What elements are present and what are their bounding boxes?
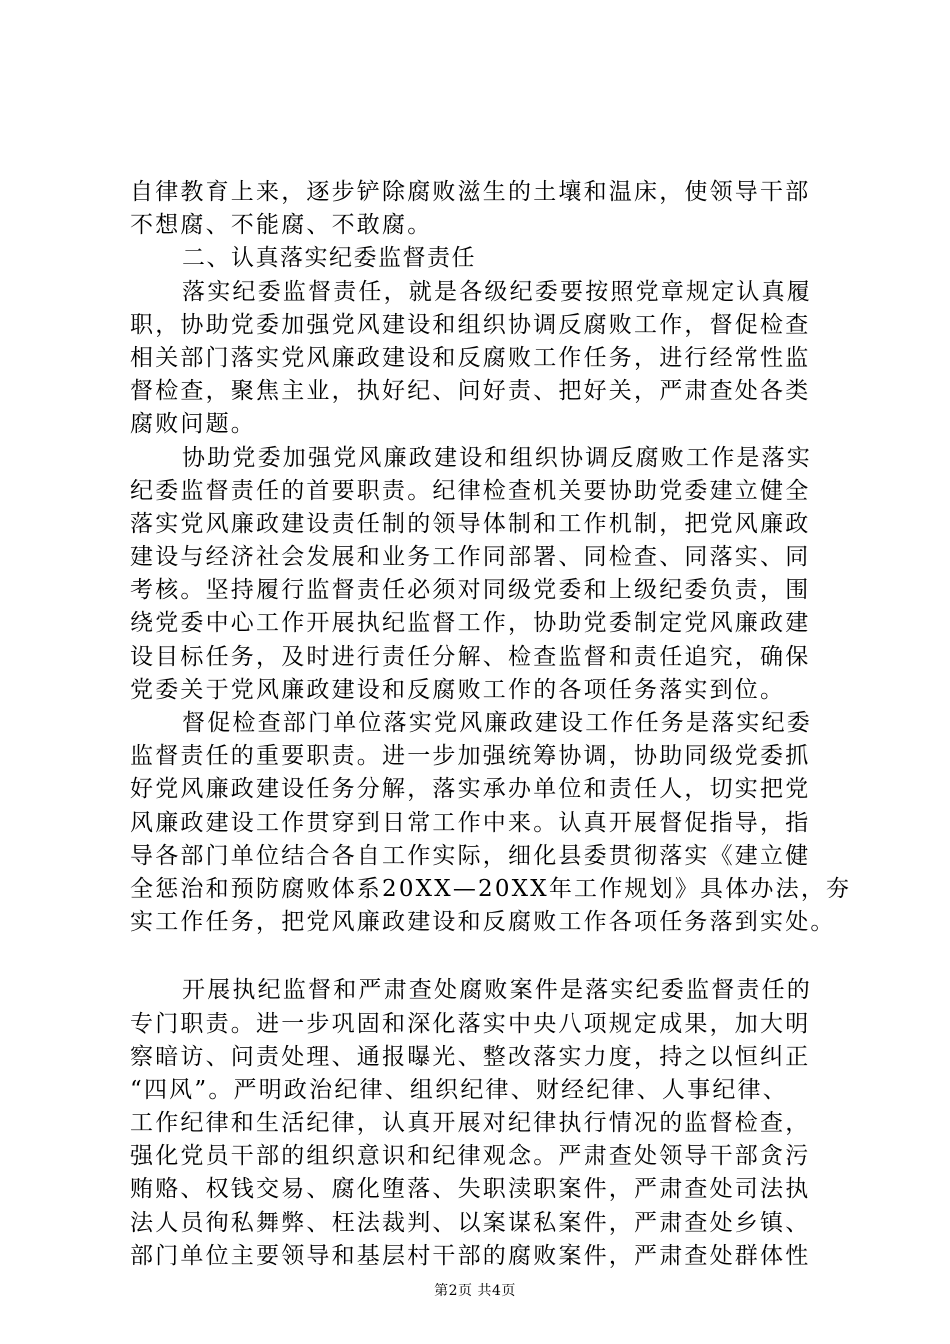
text-line: 部门单位主要领导和基层村干部的腐败案件，严肃查处群体性 — [130, 1242, 811, 1269]
text-line: 导各部门单位结合各自工作实际，细化县委贯彻落实《建立健 — [130, 842, 811, 869]
text-line: 督检查，聚焦主业，执好纪、问好责、把好关，严肃查处各类 — [130, 378, 811, 405]
text-line: 落实党风廉政建设责任制的领导体制和工作机制，把党风廉政 — [130, 510, 811, 537]
text-line: 好党风廉政建设任务分解，落实承办单位和责任人，切实把党 — [130, 776, 811, 803]
text-line: 监督责任的重要职责。进一步加强统筹协调，协助同级党委抓 — [130, 743, 811, 770]
text-line: 职，协助党委加强党风建设和组织协调反腐败工作，督促检查 — [130, 311, 811, 338]
document-body — [130, 176, 852, 1273]
text-line: 设目标任务，及时进行责任分解、检查监督和责任追究，确保 — [130, 643, 811, 670]
text-line: 督促检查部门单位落实党风廉政建设工作任务是落实纪委 — [182, 710, 812, 736]
text-line: 党委关于党风廉政建设和反腐败工作的各项任务落实到位。 — [130, 676, 786, 703]
text-line: 实工作任务，把党风廉政建设和反腐败工作各项任务落到实处。 — [130, 909, 836, 936]
section-heading: 二、认真落实纪委监督责任 — [182, 245, 476, 272]
text-line: 贿赂、权钱交易、腐化堕落、失职渎职案件，严肃查处司法执 — [130, 1176, 811, 1203]
text-line: 不想腐、不能腐、不敢腐。 — [130, 212, 433, 239]
text-line: 纪委监督责任的首要职责。纪律检查机关要协助党委建立健全 — [130, 477, 811, 504]
text-line: 建设与经济社会发展和业务工作同部署、同检查、同落实、同 — [130, 544, 811, 571]
text-line: 相关部门落实党风廉政建设和反腐败工作任务，进行经常性监 — [130, 344, 811, 371]
text-line: 全惩治和预防腐败体系20XX—20XX年工作规划》具体办法，夯 — [130, 875, 852, 902]
text-line: 考核。坚持履行监督责任必须对同级党委和上级纪委负责，围 — [130, 577, 811, 604]
text-line: 风廉政建设工作贯穿到日常工作中来。认真开展督促指导，指 — [130, 809, 811, 836]
text-line: 强化党员干部的组织意识和纪律观念。严肃查处领导干部贪污 — [130, 1143, 811, 1170]
page-footer: 第2页 共4页 — [434, 1283, 516, 1299]
text-line: 专门职责。进一步巩固和深化落实中央八项规定成果，加大明 — [130, 1010, 811, 1037]
paragraph-gap — [130, 939, 830, 974]
text-line: 绕党委中心工作开展执纪监督工作，协助党委制定党风廉政建 — [130, 610, 811, 637]
text-line: 工作纪律和生活纪律，认真开展对纪律执行情况的监督检查， — [130, 1110, 811, 1137]
text-line: 开展执纪监督和严肃查处腐败案件是落实纪委监督责任的 — [182, 977, 812, 1004]
text-line: “四风”。严明政治纪律、组织纪律、财经纪律、人事纪律、 — [130, 1076, 788, 1103]
text-line: 自律教育上来，逐步铲除腐败滋生的土壤和温床，使领导干部 — [130, 179, 811, 205]
text-line: 察暗访、问责处理、通报曝光、整改落实力度，持之以恒纠正 — [130, 1043, 811, 1070]
text-line: 落实纪委监督责任，就是各级纪委要按照党章规定认真履 — [182, 278, 812, 305]
text-line: 腐败问题。 — [130, 411, 256, 438]
text-line: 协助党委加强党风廉政建设和组织协调反腐败工作是落实 — [182, 444, 812, 471]
text-line: 法人员徇私舞弊、枉法裁判、以案谋私案件，严肃查处乡镇、 — [130, 1209, 811, 1236]
